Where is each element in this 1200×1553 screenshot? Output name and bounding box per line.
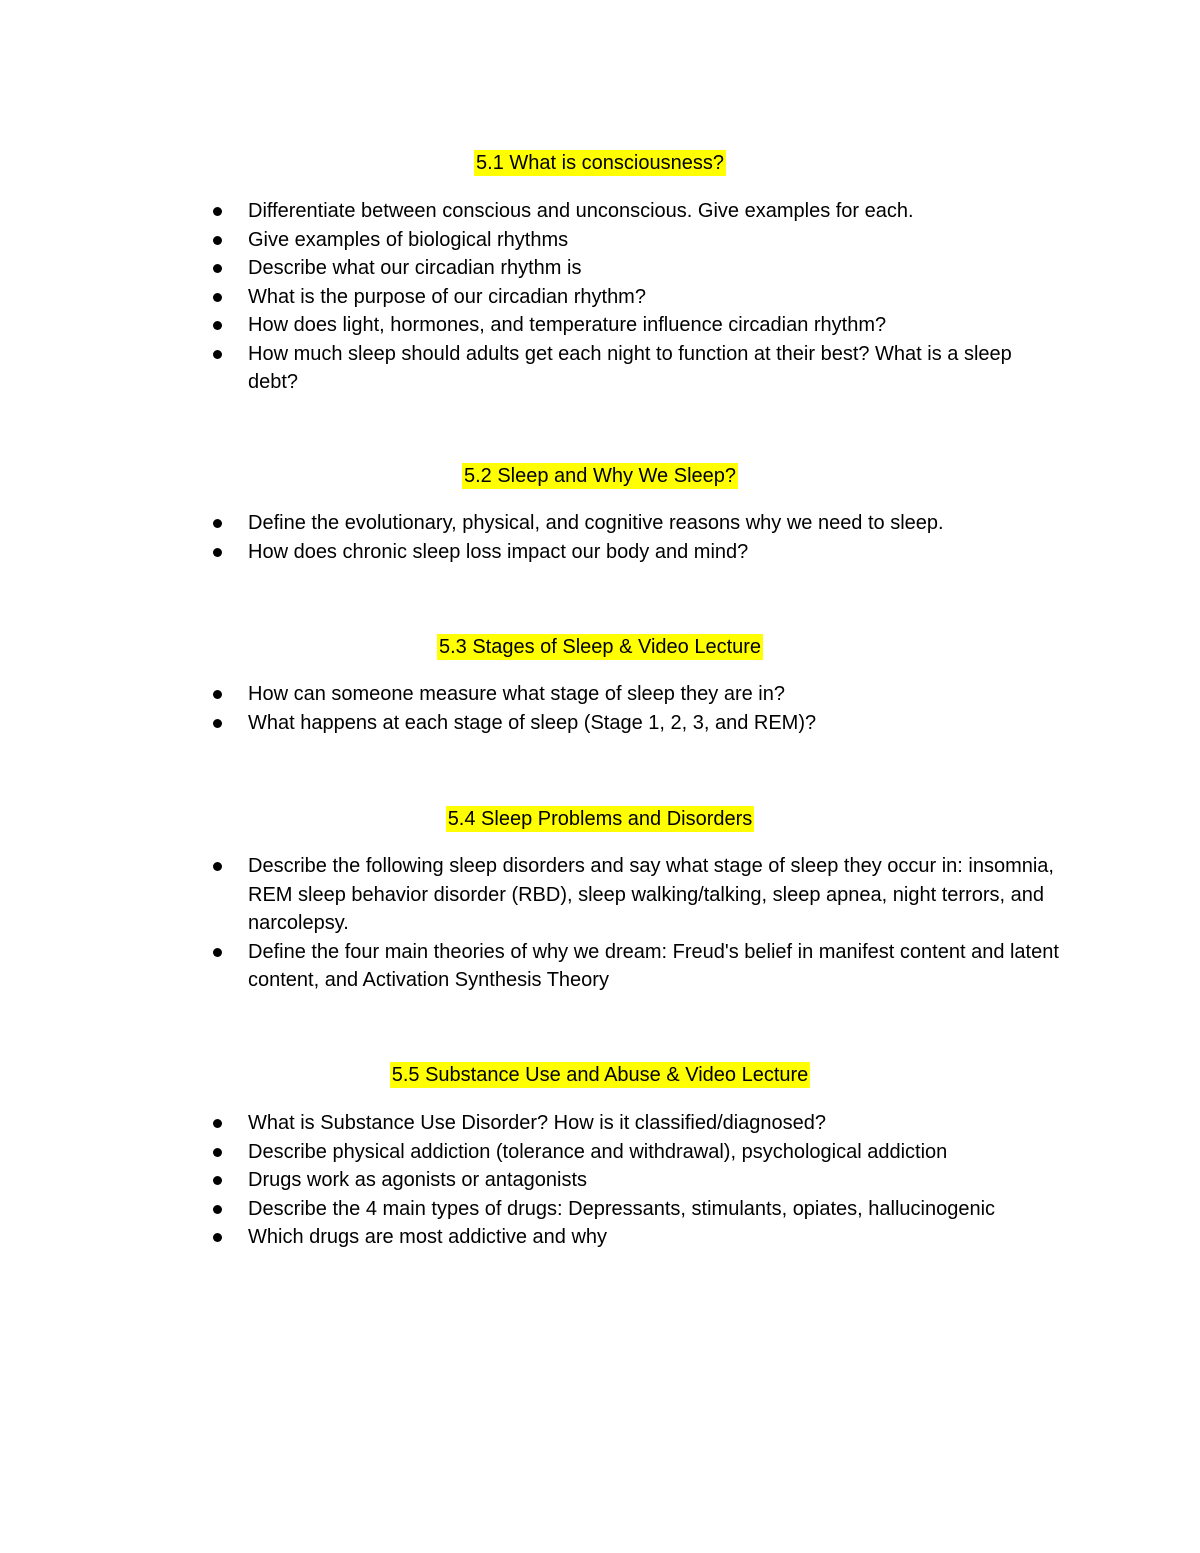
section-heading: 5.2 Sleep and Why We Sleep? bbox=[463, 465, 737, 487]
list-item: What is Substance Use Disorder? How is it classified/diagnosed? bbox=[0, 1109, 1200, 1138]
bullet-icon bbox=[213, 236, 222, 245]
bullet-list bbox=[0, 852, 1200, 995]
bullet-icon bbox=[213, 1148, 222, 1157]
section-heading: 5.4 Sleep Problems and Disorders bbox=[447, 808, 753, 830]
section-heading: 5.1 What is consciousness? bbox=[476, 152, 724, 174]
bullet-icon bbox=[213, 1233, 222, 1242]
section-heading: 5.5 Substance Use and Abuse & Video Lecture bbox=[391, 1064, 809, 1086]
bullet-list bbox=[0, 680, 1200, 737]
list-item: Describe the following sleep disorders and say what stage of sleep they occur in: insomnia, REM sleep behavior disorder (RBD), sleep walking/talking, sleep apnea, night terrors, and narcolepsy. bbox=[0, 852, 1200, 938]
bullet-icon bbox=[213, 1176, 222, 1185]
bullet-icon bbox=[213, 690, 222, 699]
list-item: How does chronic sleep loss impact our body and mind? bbox=[0, 538, 1200, 567]
bullet-icon bbox=[213, 207, 222, 216]
section-5-4 bbox=[0, 806, 1200, 995]
bullet-icon bbox=[213, 719, 222, 728]
list-item: Drugs work as agonists or antagonists bbox=[0, 1166, 1200, 1195]
bullet-icon bbox=[213, 948, 222, 957]
bullet-icon bbox=[213, 548, 222, 557]
bullet-icon bbox=[213, 293, 222, 302]
bullet-list bbox=[0, 509, 1200, 566]
bullet-icon bbox=[213, 350, 222, 359]
list-item: What happens at each stage of sleep (Stage 1, 2, 3, and REM)? bbox=[0, 709, 1200, 738]
list-item: Describe the 4 main types of drugs: Depressants, stimulants, opiates, hallucinogenic bbox=[0, 1195, 1200, 1224]
list-item: Which drugs are most addictive and why bbox=[0, 1223, 1200, 1252]
bullet-icon bbox=[213, 1205, 222, 1214]
section-5-2 bbox=[0, 463, 1200, 566]
section-5-1 bbox=[0, 150, 1200, 397]
bullet-list bbox=[0, 197, 1200, 397]
list-item: How much sleep should adults get each night to function at their best? What is a sleep debt? bbox=[0, 340, 1200, 397]
bullet-icon bbox=[213, 862, 222, 871]
bullet-icon bbox=[213, 1119, 222, 1128]
section-heading: 5.3 Stages of Sleep & Video Lecture bbox=[438, 636, 762, 658]
list-item: How does light, hormones, and temperature influence circadian rhythm? bbox=[0, 311, 1200, 340]
list-item: How can someone measure what stage of sleep they are in? bbox=[0, 680, 1200, 709]
list-item: Differentiate between conscious and unconscious. Give examples for each. bbox=[0, 197, 1200, 226]
bullet-list bbox=[0, 1109, 1200, 1252]
bullet-icon bbox=[213, 519, 222, 528]
list-item: Describe what our circadian rhythm is bbox=[0, 254, 1200, 283]
bullet-icon bbox=[213, 321, 222, 330]
list-item: What is the purpose of our circadian rhythm? bbox=[0, 283, 1200, 312]
list-item: Define the four main theories of why we dream: Freud's belief in manifest content and latent content, and Activation Synthesis Theory bbox=[0, 938, 1200, 995]
list-item: Give examples of biological rhythms bbox=[0, 226, 1200, 255]
section-5-3 bbox=[0, 634, 1200, 737]
bullet-icon bbox=[213, 264, 222, 273]
list-item: Define the evolutionary, physical, and cognitive reasons why we need to sleep. bbox=[0, 509, 1200, 538]
list-item: Describe physical addiction (tolerance and withdrawal), psychological addiction bbox=[0, 1138, 1200, 1167]
section-5-5 bbox=[0, 1062, 1200, 1252]
